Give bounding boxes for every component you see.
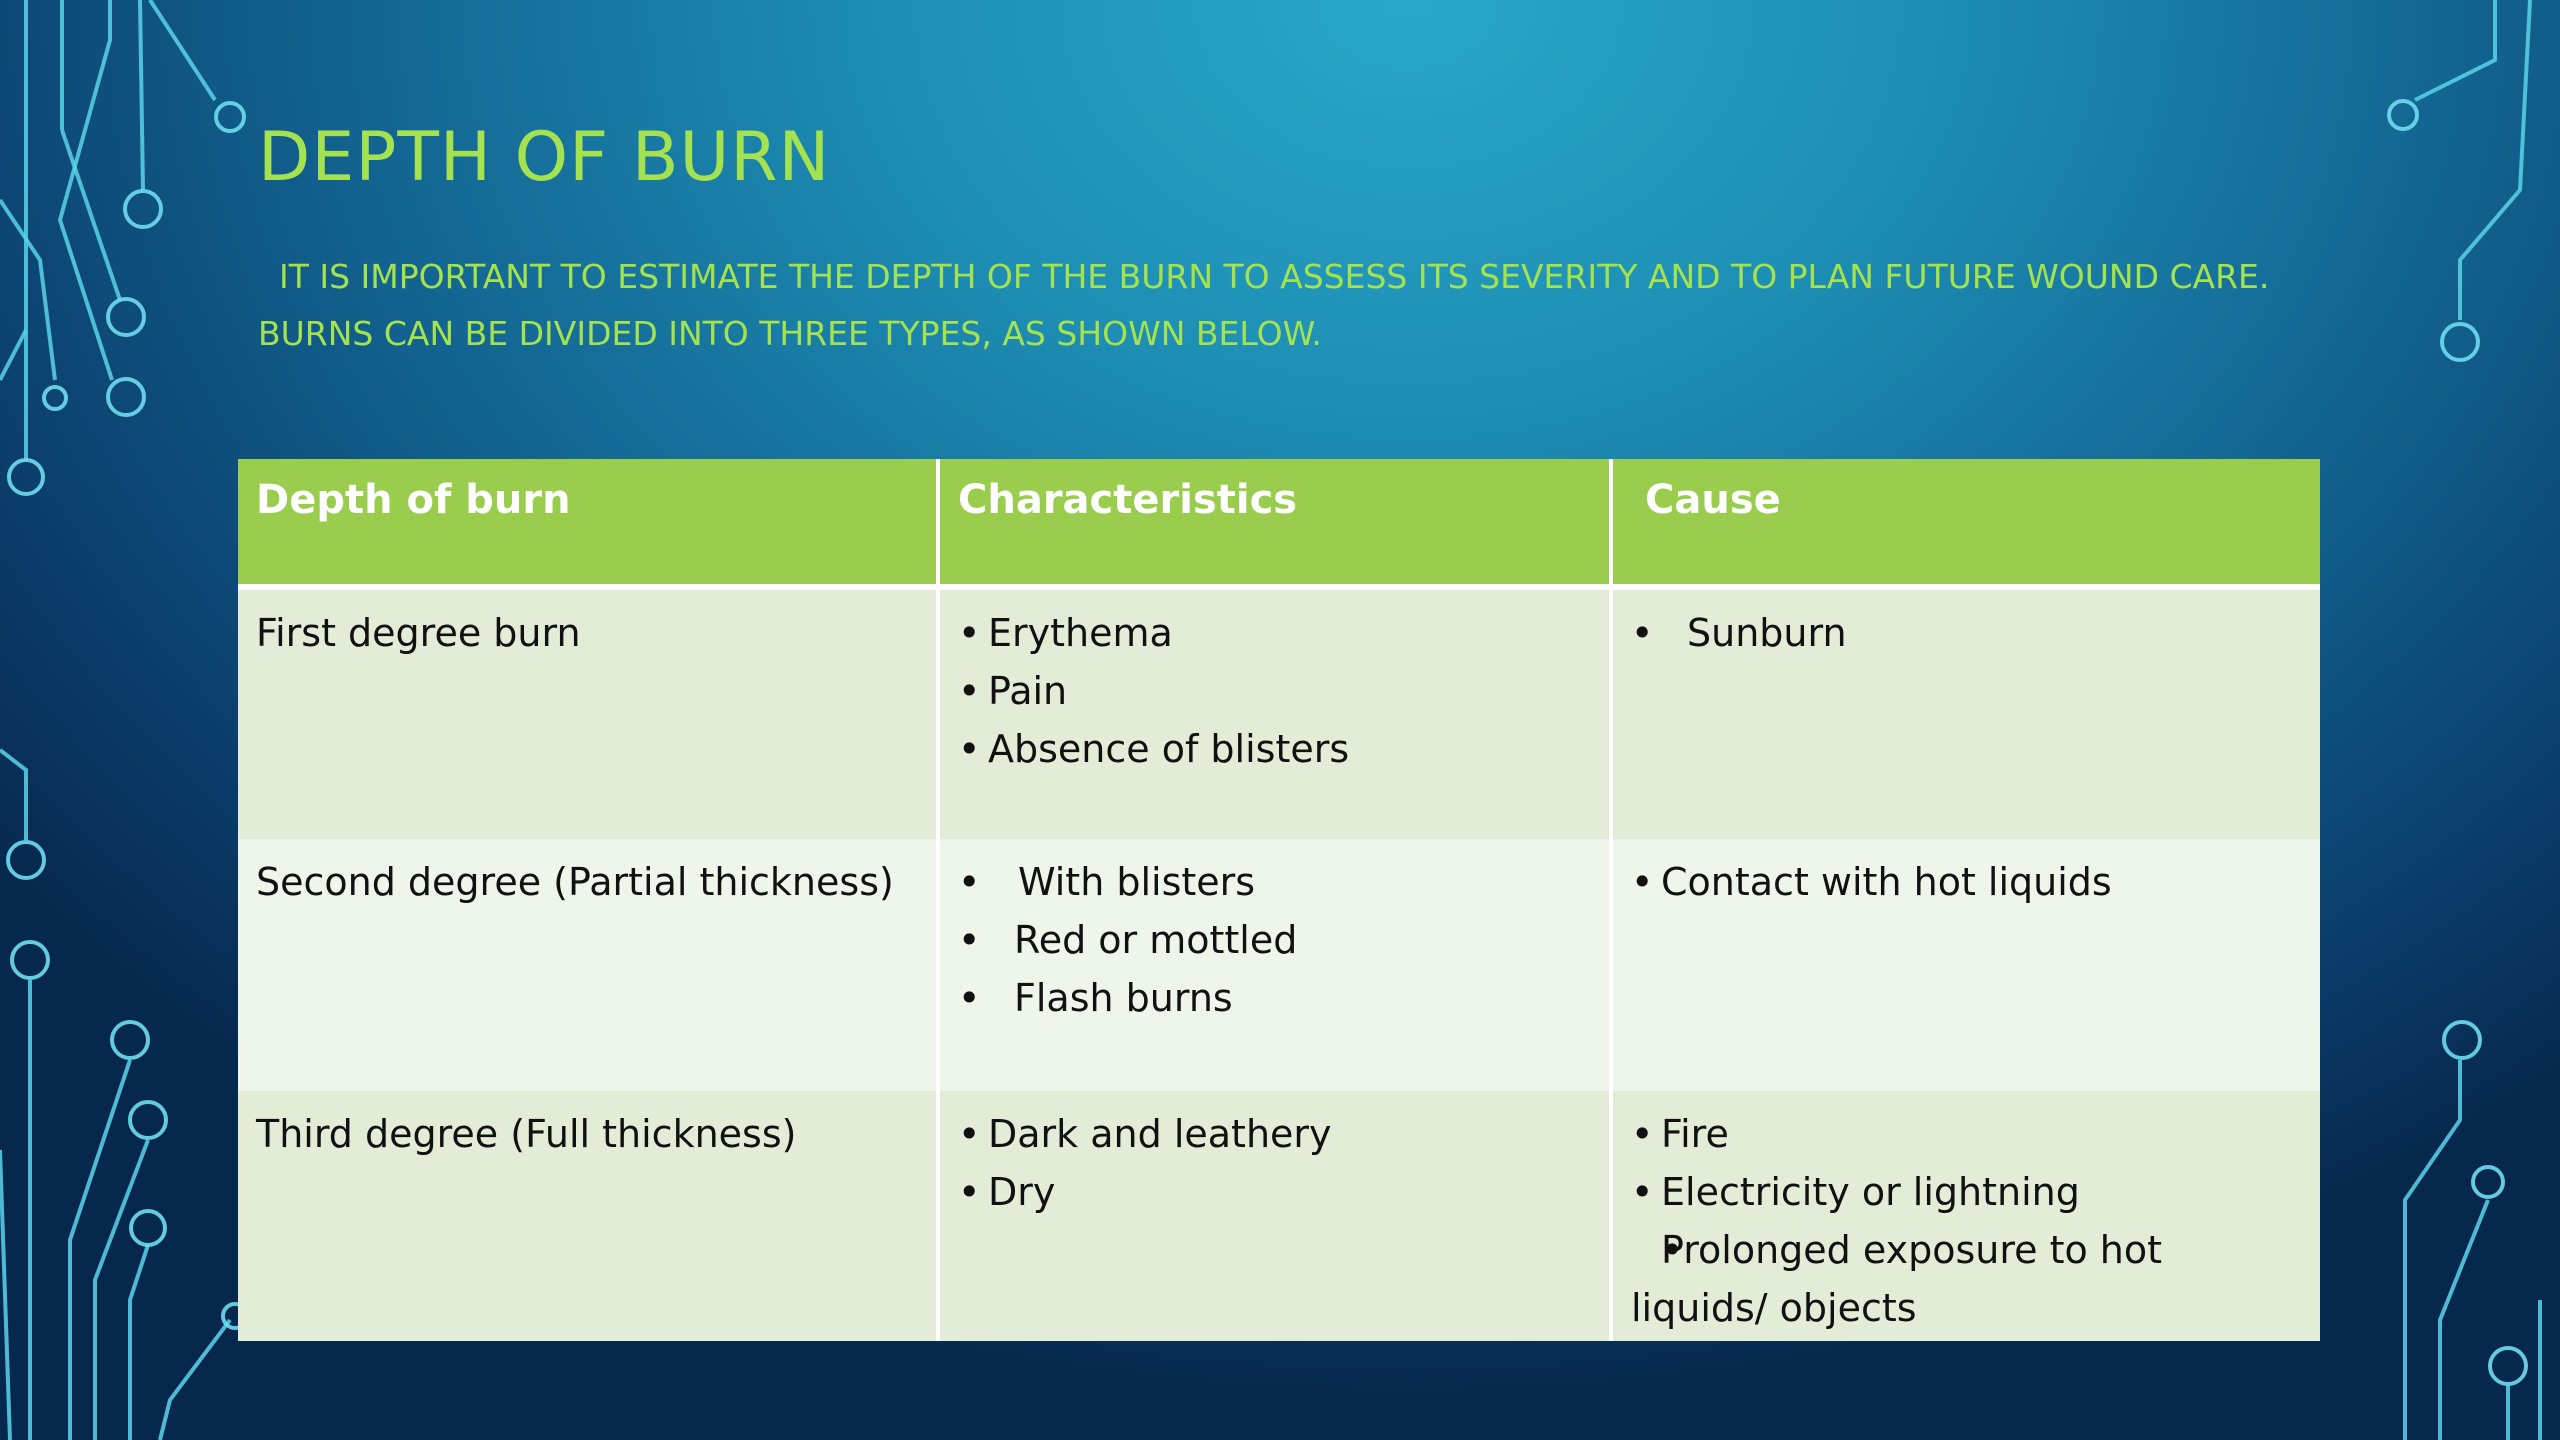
cell-cause bbox=[1611, 839, 2320, 1091]
list-item: • Flash burns bbox=[958, 969, 1591, 1027]
cell-cause bbox=[1611, 1091, 2320, 1341]
list-item: • Dry bbox=[958, 1163, 1591, 1221]
cell-characteristics bbox=[938, 1091, 1611, 1341]
list-item: • Fire bbox=[1631, 1105, 2302, 1163]
cell-depth: First degree burn bbox=[238, 587, 938, 839]
cell-characteristics bbox=[938, 587, 1611, 839]
slide-subtitle: IT IS IMPORTANT TO ESTIMATE THE DEPTH OF THE BURN TO ASSESS ITS SEVERITY AND TO PLAN FUTURE WOUND CARE. BURNS CAN BE DIVIDED INTO THREE TYPES, AS SHOWN BELOW. bbox=[258, 257, 2280, 353]
header-depth: Depth of burn bbox=[238, 459, 938, 587]
slide-title: DEPTH OF BURN bbox=[258, 118, 831, 197]
table-header-row bbox=[238, 459, 2320, 587]
list-item: • Pain bbox=[958, 662, 1591, 720]
cause-list bbox=[1631, 1105, 2302, 1337]
header-characteristics: Characteristics bbox=[938, 459, 1611, 587]
characteristics-list bbox=[958, 604, 1591, 778]
table-row bbox=[238, 839, 2320, 1091]
list-item: • Sunburn bbox=[1631, 604, 2302, 662]
table-row bbox=[238, 587, 2320, 839]
cell-characteristics bbox=[938, 839, 1611, 1091]
list-item: • Dark and leathery bbox=[958, 1105, 1591, 1163]
list-item: • Prolonged exposure to hot liquids/ objects bbox=[1631, 1221, 2302, 1337]
burn-depth-table bbox=[238, 459, 2320, 1341]
characteristics-list bbox=[958, 1105, 1591, 1221]
characteristics-list bbox=[958, 853, 1591, 1027]
list-item: • Red or mottled bbox=[958, 911, 1591, 969]
header-cause: Cause bbox=[1611, 459, 2320, 587]
cell-cause bbox=[1611, 587, 2320, 839]
list-item: • Absence of blisters bbox=[958, 720, 1591, 778]
cause-list bbox=[1631, 604, 2302, 662]
list-item: • Contact with hot liquids bbox=[1631, 853, 2302, 911]
circuit-left-bottom bbox=[0, 750, 247, 1440]
circuit-right-top bbox=[2389, 0, 2530, 360]
cause-list bbox=[1631, 853, 2302, 911]
table-row bbox=[238, 1091, 2320, 1341]
circuit-left-top bbox=[0, 0, 244, 494]
list-item: • Erythema bbox=[958, 604, 1591, 662]
cell-depth: Third degree (Full thickness) bbox=[238, 1091, 938, 1341]
circuit-right-bottom bbox=[2405, 1022, 2540, 1440]
list-item: • With blisters bbox=[958, 853, 1591, 911]
cell-depth: Second degree (Partial thickness) bbox=[238, 839, 938, 1091]
list-item: • Electricity or lightning bbox=[1631, 1163, 2302, 1221]
